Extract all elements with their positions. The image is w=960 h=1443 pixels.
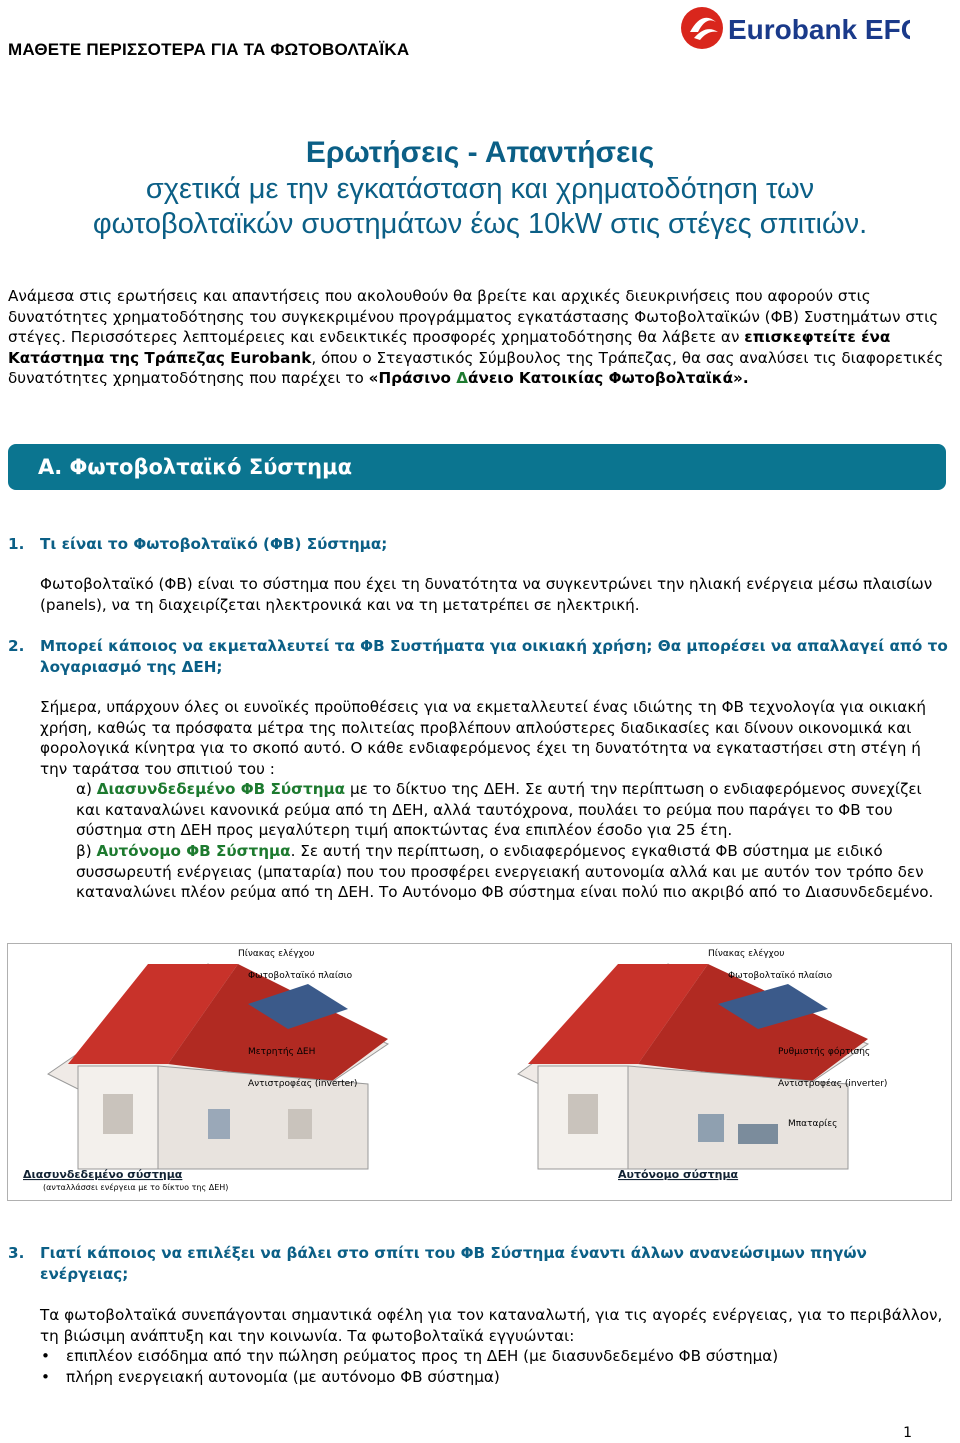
q3-number: 3. [8,1244,25,1262]
q3-benefits-list [8,1346,948,1387]
q3-question: Γιατί κάποιος να επιλέξει να βάλει στο σπίτι του ΦΒ Σύστημα έναντι άλλων ανανεώσιμων πηγών ενέργειας; [40,1244,867,1283]
section-a-header: Α. Φωτοβολταϊκό Σύστημα [8,444,946,490]
pv-systems-diagram [7,943,952,1201]
left-subcaption: (ανταλλάσσει ενέργεια με το δίκτυο της ΔΕΗ) [43,1183,229,1192]
q1-answer: Φωτοβολταϊκό (ΦΒ) είναι το σύστημα που έχει τη δυνατότητα να συγκεντρώνει την ηλιακή ενέργεια μέσω πλαισίων (panels), να τη διαχειρίζεται ηλεκτρονικά και να τη μετατρέπει σε ηλεκτρική. [40,575,933,614]
top-link[interactable]: ΜΑΘΕΤΕ ΠΕΡΙΣΣΟΤΕΡΑ ΓΙΑ ΤΑ ΦΩΤΟΒΟΛΤΑΪΚΑ [8,40,410,59]
q2-question: Μπορεί κάποιος να εκμεταλλευτεί τα ΦΒ Συστήματα για οικιακή χρήση; Θα μπορέσει να απαλλαγεί από το λογαριασμό της ΔΕΗ; [40,637,948,676]
q3-answer: Τα φωτοβολταϊκά συνεπάγονται σημαντικά οφέλη για τον καταναλωτή, για τις αγορές ενέργειας, για το περιβάλλον, τη βιώσιμη ανάπτυξη και την κοινωνία. Τα φωτοβολταϊκά εγγυώνται: [40,1306,943,1345]
page-subtitle-line1: σχετικά με την εγκατάσταση και χρηματοδότηση των [145,173,815,205]
left-label-1: Πίνακας ελέγχου [238,949,315,959]
q1-number: 1. [8,535,25,553]
left-label-4: Αντιστροφέας (inverter) [248,1079,358,1089]
intro-paragraph: Ανάμεσα στις ερωτήσεις και απαντήσεις που ακολουθούν θα βρείτε και αρχικές διευκρινήσεις που αφορούν στις δυνατότητες χρηματοδότησης του συγκεκριμένου προγράμματος εγκατάστασης Φωτοβολταϊκών (ΦΒ) Συστημάτων στις στέγες. Περισσότερες λεπτομέρειες και ενδεικτικές προσφορές χρηματοδότησης θα λάβετε αν επισκεφτείτε ένα Κατάστημα της Τράπεζας Eurobank, όπου ο Στεγαστικός Σύμβουλος της Τράπεζας, θα σας αναλύσει τις διαφορετικές δυνατότητες χρηματοδότησης που παρέχει το «Πράσινο Δάνειο Κατοικίας Φωτοβολταϊκά». [8,287,944,387]
page-title: Ερωτήσεις - Απαντήσεις [305,136,655,169]
right-label-4: Αντιστροφέας (inverter) [778,1079,888,1089]
logo-text: Eurobank EFG [728,14,910,45]
left-label-3: Μετρητής ΔΕΗ [248,1047,316,1057]
standalone-house-illustration [518,964,871,1169]
q1-question: Τι είναι το Φωτοβολταϊκό (ΦΒ) Σύστημα; [40,535,388,553]
right-label-5: Μπαταρίες [788,1119,838,1129]
left-label-2: Φωτοβολταϊκό πλαίσιο [248,971,353,981]
eurobank-logo [680,2,910,54]
page-subtitle-line2: φωτοβολταϊκών συστημάτων έως 10kW στις στέγες σπιτιών. [92,208,868,240]
page-number: 1 [903,1425,912,1441]
q2-answer: Σήμερα, υπάρχουν όλες οι ευνοϊκές προϋποθέσεις για να εκμεταλλευτεί ένας ιδιώτης τη ΦΒ τεχνολογία για οικιακή χρήση, καθώς τα πρόσφατα μέτρα της πολιτείας προβλέπουν απλούστερες διαδικασίες και δίνουν οικονομικά και φορολογικά κίνητρα για το σκοπό αυτό. Ο κάθε ενδιαφερόμενος έχει τη δυνατότητα να εγκαταστήσει στη στέγη ή την ταράτσα του σπιτιού του : [40,698,926,778]
q2-number: 2. [8,637,25,655]
right-label-2: Φωτοβολταϊκό πλαίσιο [728,971,833,981]
right-label-1: Πίνακας ελέγχου [708,949,785,959]
right-caption: Αυτόνομο σύστημα [618,1168,739,1181]
right-label-3: Ρυθμιστής φόρτισης [778,1047,871,1057]
list-item: • πλήρη ενεργειακή αυτονομία (με αυτόνομο ΦΒ σύστημα) [8,1367,948,1388]
list-item: • επιπλέον εισόδημα από την πώληση ρεύματος προς τη ΔΕΗ (με διασυνδεδεμένο ΦΒ σύστημα) [8,1346,948,1367]
left-caption: Διασυνδεδεμένο σύστημα [23,1168,183,1181]
q2-option-a: α) Διασυνδεδεμένο ΦΒ Σύστημα με το δίκτυο της ΔΕΗ. Σε αυτή την περίπτωση ο ενδιαφερόμενος συνεχίζει και καταναλώνει κανονικά ρεύμα από τη ΔΕΗ, αλλά ταυτόχρονα, πουλάει το ρεύμα που παράγει το ΦΒ του σύστημα στη ΔΕΗ προς μεγαλύτερη τιμή αποκτώντας ένα επιπλέον έσοδο για 25 έτη. [76,780,922,839]
q2-option-b: β) Αυτόνομο ΦΒ Σύστημα. Σε αυτή την περίπτωση, ο ενδιαφερόμενος εγκαθιστά ΦΒ σύστημα με ειδικό συσσωρευτή ενέργειας (μπαταρία) που του προσφέρει ενεργειακή αυτονομία αλλά και με αυτόν τον τρόπο δεν καταναλώνει πλέον ρεύμα από τη ΔΕΗ. Το Αυτόνομο ΦΒ σύστημα είναι πολύ πιο ακριβό από το Διασυνδεδεμένο. [76,842,934,901]
